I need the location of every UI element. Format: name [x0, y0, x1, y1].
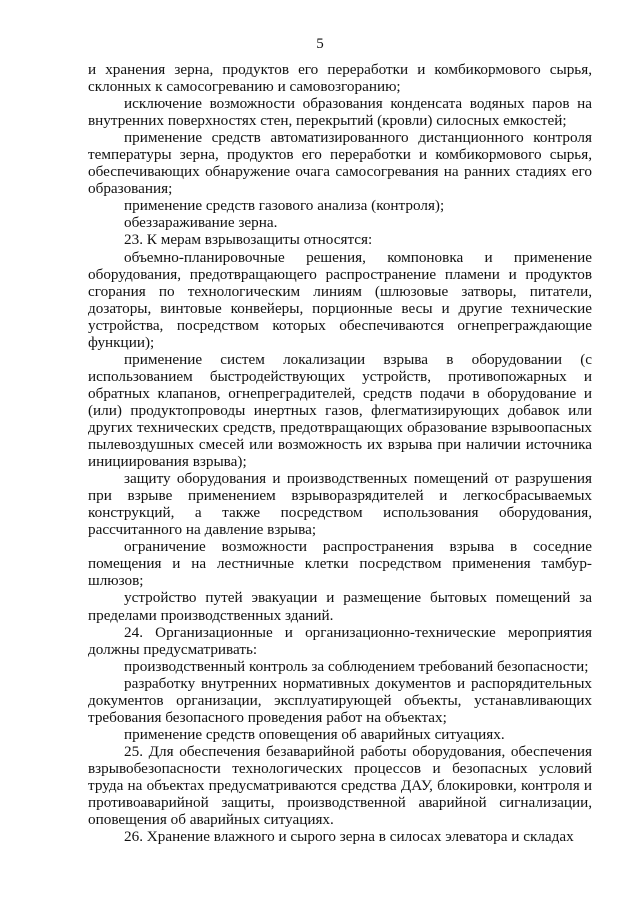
paragraph: 24. Организационные и организационно-технические мероприятия должны предусматривать:: [88, 623, 592, 658]
paragraph: производственный контроль за соблюдением требований безопасности;: [124, 657, 589, 675]
paragraph: обеззараживание зерна.: [124, 214, 278, 232]
paragraph: разработку внутренних нормативных документов и распорядительных документов организации, эксплуатирующей объекты, устанавливающих требования безопасного проведения работ на объектах;: [88, 674, 592, 726]
paragraph: применение систем локализации взрыва в оборудовании (с использованием быстродействующих устройств, противопожарных и обратных клапанов, огнепреградителей, средств подачи в оборудование и (или) продуктопроводы инертных газов, флегматизирующих добавок или других технических средств, предотвращающих образование взрывоопасных пылевоздушных смесей или возможность их взрыва при наличии источника инициирования взрыва);: [88, 350, 592, 471]
paragraph: применение средств газового анализа (контроля);: [124, 197, 445, 215]
paragraph: объемно-планировочные решения, компоновка и применение оборудования, предотвращающего распространение пламени и продуктов сгорания по технологическим линиям (шлюзовые затворы, питатели, дозаторы, винтовые конвейеры, порционные весы и другие технические устройства, посредством которых обеспечиваются огнепреграждающие функции);: [88, 248, 592, 351]
paragraph: применение средств оповещения об аварийных ситуациях.: [124, 725, 505, 743]
paragraph: 26. Хранение влажного и сырого зерна в силосах элеватора и складах: [124, 828, 574, 846]
paragraph: 25. Для обеспечения безаварийной работы оборудования, обеспечения взрывобезопасности технологических процессов и безопасных условий труда на объектах предусматриваются средства ДАУ, блокировки, контроля и противоаварийной защиты, производственной аварийной сигнализации, оповещения об аварийных ситуациях.: [88, 742, 592, 829]
paragraph: применение средств автоматизированного дистанционного контроля температуры зерна, продуктов его переработки и комбикормового сырья, обеспечивающих обнаружение очага самосогревания на ранних стадиях его образования;: [88, 129, 592, 198]
paragraph: защиту оборудования и производственных помещений от разрушения при взрыве применением взрыворазрядителей и легкосбрасываемых конструкций, а также посредством использования оборудования, рассчитанного на давление взрыва;: [88, 470, 592, 539]
paragraph: ограничение возможности распространения взрыва в соседние помещения и на лестничные клетки посредством применения тамбур-шлюзов;: [88, 538, 592, 590]
paragraph: и хранения зерна, продуктов его переработки и комбикормового сырья, склонных к самосогреванию и самовозгоранию;: [88, 61, 592, 96]
paragraph: исключение возможности образования конденсата водяных паров на внутренних поверхностях стен, перекрытий (кровли) силосных емкостей;: [88, 95, 592, 130]
page-number: 5: [316, 36, 324, 52]
paragraph: 23. К мерам взрывозащиты относятся:: [124, 231, 373, 249]
body-text: [88, 61, 592, 845]
paragraph: устройство путей эвакуации и размещение бытовых помещений за пределами производственных зданий.: [88, 589, 592, 624]
